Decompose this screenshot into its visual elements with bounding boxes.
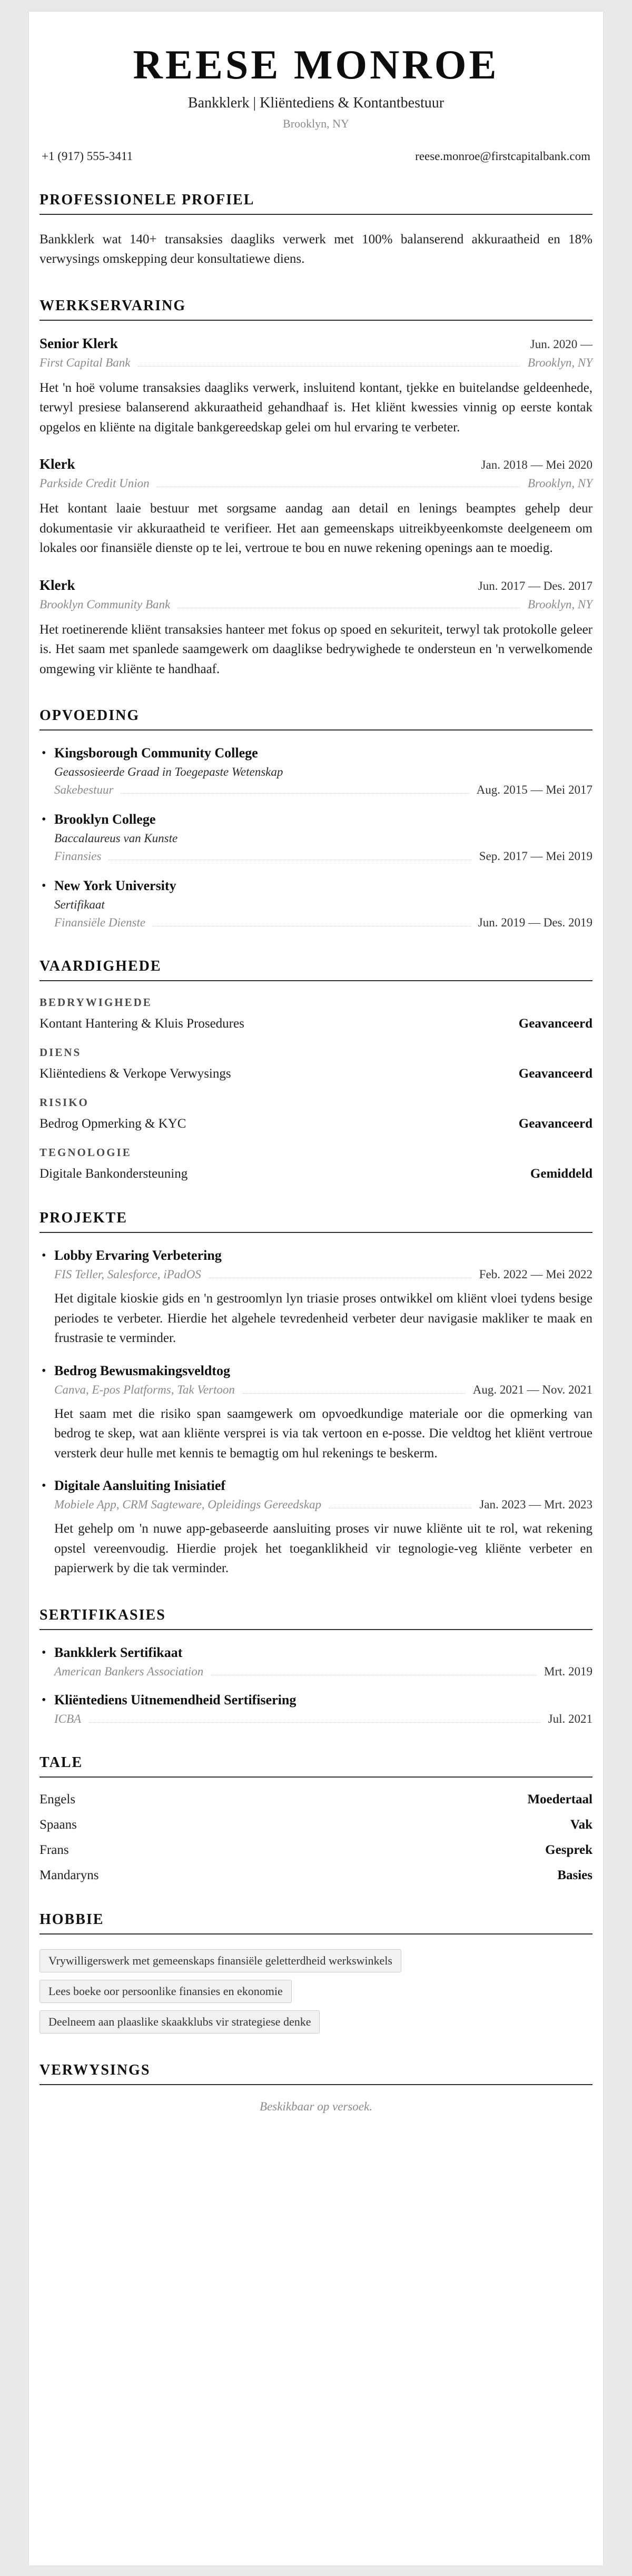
certification-issuer: ICBA — [54, 1712, 82, 1725]
skill-name: Digitale Bankondersteuning — [39, 1167, 188, 1181]
education-entry — [39, 745, 592, 797]
job-title: Klerk — [39, 577, 75, 593]
certification-date: Jul. 2021 — [548, 1712, 592, 1725]
project-title: Digitale Aansluiting Inisiatief — [54, 1478, 226, 1494]
project-entry — [39, 1478, 592, 1578]
bullet-icon: • — [42, 1249, 46, 1263]
project-description: Het gehelp om 'n nuwe app-gebaseerde aansluiting proses vir nuwe kliënte uit te rol, wat rekening opstel vereenvoudig. Hierdie projek het toeganklikheid vir tegnologie-veg kliënte verbeter en papierwerk by die tak verminder. — [54, 1522, 592, 1576]
project-description: Het digitale kioskie gids en 'n gestroomlyn lyn triasie proses ontwikkel om kliënt vloei tydens besige periodes te verbeter. Hierdie het algehele tevredenheid verbeter deur navigasie makliker te maak en frustrasie te verminder. — [54, 1291, 592, 1346]
education-detail-row — [54, 850, 592, 863]
hobby-chip: Vrywilligerswerk met gemeenskaps finansiële geletterdheid werkswinkels — [39, 1949, 401, 1972]
degree-name: Baccalaureus van Kunste — [54, 832, 178, 845]
education-detail-row — [54, 783, 592, 797]
degree-name: Geassosieerde Graad in Toegepaste Wetenskap — [54, 765, 283, 779]
section-certifications — [39, 1607, 592, 1726]
dotted-leader — [242, 1393, 466, 1394]
project-entry — [39, 1248, 592, 1348]
bullet-icon: • — [42, 746, 46, 761]
bullet-icon: • — [42, 1364, 46, 1378]
section-experience — [39, 298, 592, 679]
skill-level: Geavanceerd — [518, 1117, 592, 1131]
job-entry — [39, 577, 592, 679]
resume-page — [29, 12, 603, 2565]
certification-entry — [39, 1692, 592, 1726]
job-title-row — [39, 577, 592, 594]
job-description: Het roetinerende kliënt transaksies hanteer met fokus op spoed en sekuriteit, terwyl tak protokolle geleer is. Het saam met spanlede saamgewerk om daaglikse bedrywighede te ondersteun en 'n verwelkomende omgewing vir kliënte te handhaaf. — [39, 622, 592, 676]
project-title: Bedrog Bewusmakingsveldtog — [54, 1363, 230, 1378]
section-education — [39, 707, 592, 930]
skill-name: Kontant Hantering & Kluis Prosedures — [39, 1016, 244, 1031]
bullet-icon: • — [42, 1645, 46, 1660]
project-detail-row — [54, 1383, 592, 1397]
language-level: Moedertaal — [527, 1792, 592, 1807]
skill-category: BEDRYWIGHEDE — [39, 996, 152, 1009]
candidate-name: REESE MONROE — [133, 42, 499, 87]
job-location: Brooklyn, NY — [527, 356, 592, 369]
field-of-study: Finansiële Dienste — [54, 916, 146, 930]
hobby-item-wrap — [39, 1949, 592, 1972]
job-title: Senior Klerk — [39, 335, 118, 351]
bullet-icon: • — [42, 1479, 46, 1493]
project-description: Het saam met die risiko span saamgewerk om opvoedkundige materiale oor die opmerking van bedrog te skep, wat aan kliënte versprei is via tak vertoon en e-posse. Die veldtog het kliënt vertroue versterk deur hulle met kennis te bemagtig om hul rekenings te beskerm. — [54, 1406, 592, 1460]
dotted-leader — [88, 1722, 541, 1723]
skill-group — [39, 996, 592, 1031]
skill-level: Gemiddeld — [530, 1167, 592, 1181]
projects-heading: PROJEKTE — [39, 1210, 592, 1233]
dotted-leader — [121, 793, 469, 794]
language-row — [39, 1843, 592, 1858]
languages-heading: TALE — [39, 1754, 592, 1778]
experience-heading: WERKSERVARING — [39, 298, 592, 321]
field-of-study: Sakebestuur — [54, 783, 114, 797]
section-projects — [39, 1210, 592, 1578]
project-tools: Mobiele App, CRM Sagteware, Opleidings Gereedskap — [54, 1498, 321, 1512]
skill-row — [39, 1016, 592, 1031]
language-level: Basies — [557, 1868, 592, 1882]
job-location: Brooklyn, NY — [527, 597, 592, 611]
skill-row — [39, 1067, 592, 1081]
job-description: Het kontant laaie bestuur met sorgsame aandag aan detail en lenings beamptes gehelp deur dokumentasie vir akkuraatheid te verifieer. Het aan gemeenskaps uitreikbyeenkomste deelgeneem om lokales oor finansiële dienste op te lei, vertroue te bou en nuwe rekening openings aan te moedig. — [39, 501, 592, 556]
certification-detail-row — [54, 1665, 592, 1679]
hobbies-heading: HOBBIE — [39, 1911, 592, 1935]
section-languages — [39, 1754, 592, 1883]
job-company-row — [39, 477, 592, 490]
school-name: Brooklyn College — [54, 812, 156, 827]
project-dates: Jan. 2023 — Mrt. 2023 — [479, 1498, 592, 1512]
contact-row — [39, 150, 592, 163]
skill-level: Geavanceerd — [518, 1016, 592, 1031]
project-dates: Aug. 2021 — Nov. 2021 — [472, 1383, 592, 1396]
certification-date: Mrt. 2019 — [544, 1664, 592, 1678]
job-dates: Jun. 2017 — Des. 2017 — [478, 579, 592, 593]
project-tools: Canva, E-pos Platforms, Tak Vertoon — [54, 1383, 235, 1396]
language-level: Gesprek — [545, 1842, 592, 1857]
job-entry — [39, 456, 592, 558]
hobby-chip: Deelneem aan plaaslike skaakklubs vir strategiese denke — [39, 2010, 320, 2034]
job-company: First Capital Bank — [39, 356, 131, 369]
skill-group — [39, 1096, 592, 1131]
section-skills — [39, 958, 592, 1181]
language-row — [39, 1818, 592, 1832]
language-name: Frans — [39, 1842, 69, 1857]
job-location: Brooklyn, NY — [527, 477, 592, 490]
language-level: Vak — [570, 1817, 592, 1832]
project-detail-row — [54, 1268, 592, 1281]
language-row — [39, 1792, 592, 1807]
section-hobbies — [39, 1911, 592, 2034]
dotted-leader — [138, 366, 520, 367]
skill-category: DIENS — [39, 1046, 82, 1059]
job-description: Het 'n hoë volume transaksies daagliks verwerk, insluitend kontant, tjekke en buitelandse geldeenhede, terwyl presiese balanserend akkuraatheid gehandhaaf is. Het kliënt kwessies vinnig op eerste kontak opgelos en kliënte na digitale bankgereedskap gelei om hul ervaring te verbeter. — [39, 380, 592, 435]
skill-group — [39, 1146, 592, 1181]
school-name: Kingsborough Community College — [54, 745, 258, 761]
skill-category: TEGNOLOGIE — [39, 1146, 132, 1159]
candidate-location: Brooklyn, NY — [283, 116, 349, 130]
education-dates: Aug. 2015 — Mei 2017 — [476, 783, 592, 797]
project-title: Lobby Ervaring Verbetering — [54, 1248, 222, 1264]
certifications-heading: SERTIFIKASIES — [39, 1607, 592, 1630]
hobby-chip: Lees boeke oor persoonlike finansies en ekonomie — [39, 1980, 292, 2003]
profile-heading: PROFESSIONELE PROFIEL — [39, 192, 592, 215]
email-text: reese.monroe@firstcapitalbank.com — [415, 149, 590, 163]
candidate-title: Bankklerk | Kliëntediens & Kontantbestuur — [187, 94, 445, 111]
language-row — [39, 1868, 592, 1883]
school-name: New York University — [54, 878, 176, 894]
skill-group — [39, 1046, 592, 1081]
hobby-item-wrap — [39, 2010, 592, 2034]
education-entry — [39, 812, 592, 863]
job-dates: Jan. 2018 — Mei 2020 — [481, 458, 592, 472]
project-detail-row — [54, 1498, 592, 1512]
job-title: Klerk — [39, 456, 75, 472]
skill-category: RISIKO — [39, 1096, 89, 1109]
language-name: Mandaryns — [39, 1868, 99, 1882]
profile-text: Bankklerk wat 140+ transaksies daagliks verwerk met 100% balanserend akkuraatheid en 18% verwysings omskepping deur konsultatiewe diens. — [39, 232, 592, 267]
job-title-row — [39, 335, 592, 352]
skill-row — [39, 1167, 592, 1181]
skill-row — [39, 1117, 592, 1131]
job-company: Parkside Credit Union — [39, 477, 150, 490]
phone-text: +1 (917) 555-3411 — [42, 149, 133, 163]
certification-title: Bankklerk Sertifikaat — [54, 1644, 183, 1660]
project-dates: Feb. 2022 — Mei 2022 — [479, 1268, 592, 1281]
bullet-icon: • — [42, 1693, 46, 1707]
bullet-icon: • — [42, 879, 46, 893]
language-name: Spaans — [39, 1817, 77, 1832]
resume-header — [39, 42, 592, 163]
job-title-row — [39, 456, 592, 472]
references-heading: VERWYSINGS — [39, 2062, 592, 2085]
certification-detail-row — [54, 1712, 592, 1726]
hobby-item-wrap — [39, 1980, 592, 2003]
project-tools: FIS Teller, Salesforce, iPadOS — [54, 1268, 201, 1281]
field-of-study: Finansies — [54, 850, 102, 863]
language-name: Engels — [39, 1792, 76, 1807]
job-company: Brooklyn Community Bank — [39, 597, 171, 611]
skill-name: Kliëntediens & Verkope Verwysings — [39, 1067, 231, 1081]
degree-name: Sertifikaat — [54, 898, 105, 912]
job-company-row — [39, 356, 592, 370]
job-entry — [39, 335, 592, 438]
section-references — [39, 2062, 592, 2114]
education-entry — [39, 878, 592, 930]
job-dates: Jun. 2020 — — [530, 337, 592, 351]
skill-name: Bedrog Opmerking & KYC — [39, 1117, 186, 1131]
bullet-icon: • — [42, 813, 46, 827]
section-profile — [39, 192, 592, 269]
certification-title: Kliëntediens Uitnemendheid Sertifisering — [54, 1692, 297, 1708]
education-detail-row — [54, 916, 592, 930]
skill-level: Geavanceerd — [518, 1067, 592, 1081]
job-company-row — [39, 598, 592, 611]
certification-issuer: American Bankers Association — [54, 1664, 204, 1678]
certification-entry — [39, 1645, 592, 1679]
education-dates: Jun. 2019 — Des. 2019 — [478, 916, 592, 930]
project-entry — [39, 1363, 592, 1464]
skills-heading: VAARDIGHEDE — [39, 958, 592, 981]
education-heading: OPVOEDING — [39, 707, 592, 731]
education-dates: Sep. 2017 — Mei 2019 — [479, 850, 592, 863]
references-text: Beskikbaar op versoek. — [260, 2099, 372, 2113]
